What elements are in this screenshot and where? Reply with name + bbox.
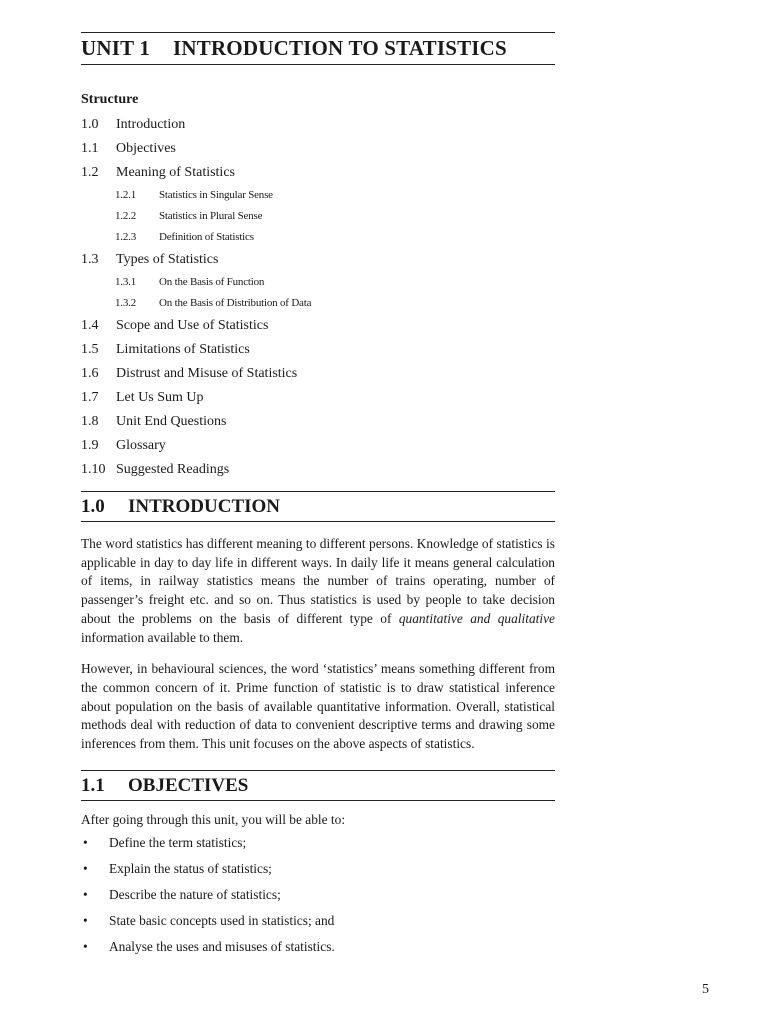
page-number: 5 bbox=[702, 982, 709, 997]
objective-item bbox=[81, 908, 555, 934]
toc-item-label: Suggested Readings bbox=[116, 462, 230, 477]
objective-item bbox=[81, 882, 555, 908]
intro-paragraph-1 bbox=[81, 535, 555, 647]
unit-number: UNIT 1 bbox=[81, 36, 151, 60]
bullet-icon: • bbox=[83, 835, 88, 851]
toc-item bbox=[81, 185, 555, 206]
section-heading-introduction bbox=[81, 491, 555, 522]
toc-item-number: 1.2 bbox=[81, 165, 99, 180]
objectives-lead: After going through this unit, you will be able to: bbox=[81, 811, 346, 827]
toc-item-number: 1.9 bbox=[81, 438, 99, 453]
section-title: OBJECTIVES bbox=[128, 774, 249, 796]
toc-item bbox=[81, 293, 555, 314]
structure-heading: Structure bbox=[81, 92, 139, 107]
objective-text: Explain the status of statistics; bbox=[109, 861, 272, 877]
toc-item-label: Let Us Sum Up bbox=[116, 390, 204, 405]
toc-item-label: Introduction bbox=[116, 117, 186, 132]
toc-item-number: 1.3 bbox=[81, 252, 99, 267]
bullet-icon: • bbox=[83, 913, 88, 929]
objectives-list bbox=[81, 830, 555, 960]
toc-item-label: Meaning of Statistics bbox=[116, 165, 235, 180]
section-number: 1.1 bbox=[81, 774, 105, 796]
intro-emphasis: quantitative and qualitative bbox=[398, 610, 555, 626]
toc-item-label: Limitations of Statistics bbox=[116, 342, 250, 357]
objective-text: Describe the nature of statistics; bbox=[109, 887, 281, 903]
toc-item-label: Statistics in Singular Sense bbox=[159, 189, 273, 201]
toc-item-number: 1.2.2 bbox=[115, 210, 137, 222]
intro-text-end: information available to them. bbox=[81, 629, 244, 645]
toc-item-number: 1.10 bbox=[81, 462, 106, 477]
section-title: INTRODUCTION bbox=[128, 496, 281, 517]
toc-item bbox=[81, 248, 555, 272]
toc-item bbox=[81, 458, 555, 482]
toc-item bbox=[81, 161, 555, 185]
objective-text: Analyse the uses and misuses of statistics. bbox=[109, 939, 335, 955]
toc-item bbox=[81, 227, 555, 248]
toc-item-label: Distrust and Misuse of Statistics bbox=[116, 366, 298, 381]
bullet-icon: • bbox=[83, 939, 88, 955]
bullet-icon: • bbox=[83, 887, 88, 903]
toc-item-label: Unit End Questions bbox=[116, 414, 227, 429]
unit-title-text: INTRODUCTION TO STATISTICS bbox=[173, 36, 507, 60]
toc-item-number: 1.7 bbox=[81, 390, 99, 405]
objective-item bbox=[81, 830, 555, 856]
toc-item-number: 1.3.2 bbox=[115, 297, 137, 309]
section-heading-objectives bbox=[81, 770, 555, 801]
toc-item-label: Objectives bbox=[116, 141, 176, 156]
toc-item-number: 1.2.1 bbox=[115, 189, 137, 201]
toc-item bbox=[81, 314, 555, 338]
toc-item bbox=[81, 113, 555, 137]
table-of-contents bbox=[81, 113, 555, 482]
toc-item-number: 1.1 bbox=[81, 141, 99, 156]
bullet-icon: • bbox=[83, 861, 88, 877]
objective-text: State basic concepts used in statistics; and bbox=[109, 913, 335, 929]
toc-item-label: Types of Statistics bbox=[116, 252, 219, 267]
toc-item bbox=[81, 137, 555, 161]
toc-item bbox=[81, 272, 555, 293]
toc-item-label: Definition of Statistics bbox=[159, 231, 254, 243]
unit-title bbox=[81, 32, 555, 65]
toc-item-number: 1.3.1 bbox=[115, 276, 137, 288]
toc-item-label: Scope and Use of Statistics bbox=[116, 318, 269, 333]
toc-item bbox=[81, 206, 555, 227]
toc-item bbox=[81, 410, 555, 434]
objective-item bbox=[81, 856, 555, 882]
intro-text: The word statistics has different meaning to different persons. Knowledge of statistics is applicable in day to day life in different ways. In daily life it means general calculation of items, in railway statistics means the number of trains operating, number of passenger’s freight etc. and so on. Thus statistics is used by people to take decision about the problems on the basis of different type of bbox=[81, 536, 555, 626]
intro-paragraph-2: However, in behavioural sciences, the word ‘statistics’ means something different from the common concern of it. Prime function of statistic is to draw statistical inference about population on the basis of available quantitative information. Overall, statistical methods deal with reduction of data to convenient descriptive terms and drawing some inferences from them. This unit focuses on the above aspects of statistics. bbox=[81, 661, 555, 752]
toc-item-number: 1.2.3 bbox=[115, 231, 137, 243]
objective-item bbox=[81, 934, 555, 960]
toc-item bbox=[81, 434, 555, 458]
section-number: 1.0 bbox=[81, 496, 105, 517]
toc-item-label: On the Basis of Function bbox=[159, 276, 265, 288]
toc-item-label: Statistics in Plural Sense bbox=[159, 210, 263, 222]
toc-item-number: 1.5 bbox=[81, 342, 99, 357]
toc-item bbox=[81, 386, 555, 410]
page-content bbox=[81, 32, 555, 960]
toc-item bbox=[81, 362, 555, 386]
toc-item-number: 1.8 bbox=[81, 414, 99, 429]
toc-item-label: On the Basis of Distribution of Data bbox=[159, 297, 312, 309]
toc-item-number: 1.6 bbox=[81, 366, 99, 381]
toc-item bbox=[81, 338, 555, 362]
toc-item-label: Glossary bbox=[116, 438, 166, 453]
objective-text: Define the term statistics; bbox=[109, 835, 247, 851]
toc-item-number: 1.4 bbox=[81, 318, 99, 333]
toc-item-number: 1.0 bbox=[81, 117, 99, 132]
